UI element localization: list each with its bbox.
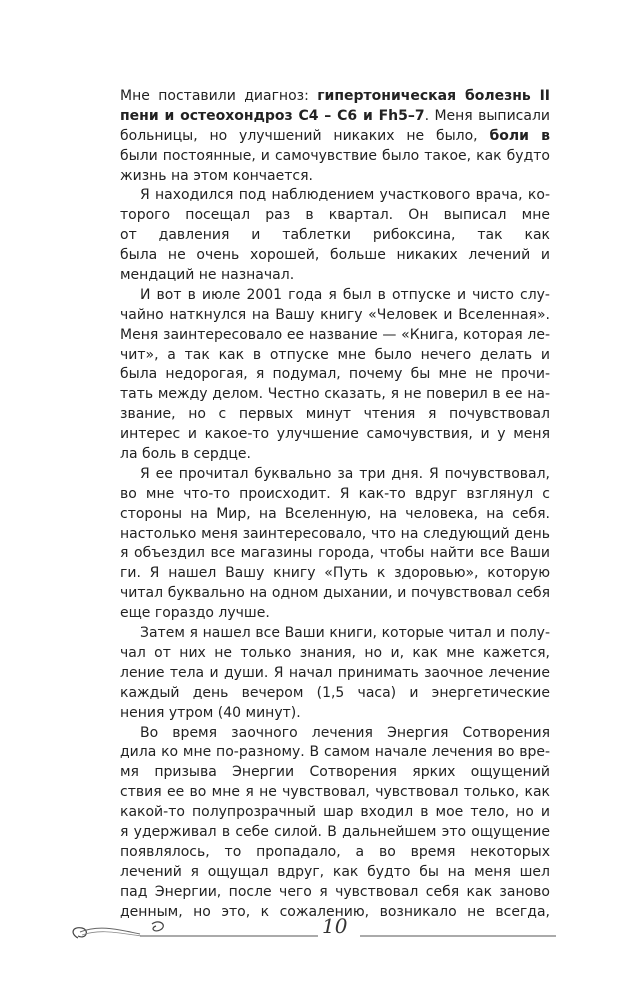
text-line <box>120 286 550 306</box>
text-line <box>120 186 550 206</box>
text-segment: какой-то полупрозрачный шар входил в мое тело, но и <box>120 804 550 821</box>
text-line <box>120 365 550 385</box>
text-line <box>120 505 550 525</box>
text-line <box>120 803 550 823</box>
text-line <box>120 823 550 843</box>
text-line <box>120 525 550 545</box>
text-line <box>120 246 550 266</box>
text-segment: еще гораздо лучше. <box>120 605 270 622</box>
text-line <box>120 624 550 644</box>
text-line <box>120 167 550 187</box>
text-line <box>120 564 550 584</box>
bold-text: гипертоническая болезнь II <box>317 88 550 104</box>
text-segment: была недорогая, я подумал, почему бы мне не прочи- <box>120 366 550 383</box>
text-segment: мя призыва Энергии Сотворения ярких ощущений <box>120 764 550 781</box>
text-segment: жизнь на этом кончается. <box>120 167 313 184</box>
text-line <box>120 405 550 425</box>
ornament-swirl-icon <box>60 912 560 952</box>
text-segment: нения утром (40 минут). <box>120 704 301 721</box>
text-segment: Во время заочного лечения Энергия Сотворения <box>140 724 550 741</box>
text-line <box>120 544 550 564</box>
text-segment: больницы, но улучшений никаких не было, <box>120 127 490 144</box>
text-segment: стороны на Мир, на Вселенную, на человека, на себя. <box>120 505 550 522</box>
text-line <box>120 604 550 624</box>
text-segment: тать между делом. Честно сказать, я не поверил в ее на- <box>120 386 550 403</box>
page-body-text <box>120 87 550 922</box>
text-line <box>120 425 550 445</box>
text-segment: от давления и таблетки рибоксина, так как <box>120 227 550 244</box>
text-segment: чит», а так как в отпуске мне было нечего делать и <box>120 346 550 363</box>
text-segment: ги. Я нашел Вашу книгу «Путь к здоровью», которую <box>120 565 550 582</box>
text-line <box>120 584 550 604</box>
text-line <box>120 346 550 366</box>
text-segment: И вот в июле 2001 года я был в отпуске и чисто слу- <box>140 286 550 303</box>
text-line <box>120 87 550 107</box>
text-segment: настолько меня заинтересовало, что на следующий день <box>120 525 550 542</box>
text-segment: дила ко мне по-разному. В самом начале лечения во вре- <box>120 744 550 761</box>
text-segment: появлялось, то пропадало, а во время некоторых <box>120 843 550 860</box>
text-segment: Мне поставили диагноз: <box>120 88 318 104</box>
text-segment: Затем я нашел все Ваши книги, которые читал и полу- <box>140 625 550 642</box>
text-line <box>120 644 550 664</box>
text-segment: звание, но с первых минут чтения я почувствовал <box>120 406 550 423</box>
text-segment: Я ее прочитал буквально за три дня. Я почувствовал, <box>140 465 550 482</box>
text-segment: читал буквально на одном дыхании, и почувствовал себя <box>120 585 550 602</box>
text-line <box>120 684 550 704</box>
text-line <box>120 266 550 286</box>
text-line <box>120 883 550 903</box>
text-line <box>120 385 550 405</box>
text-segment: чайно наткнулся на Вашу книгу «Человек и Вселенная». <box>120 306 550 323</box>
text-segment: Я находился под наблюдением участкового врача, ко- <box>140 187 550 204</box>
text-line <box>120 843 550 863</box>
text-line <box>120 147 550 167</box>
text-segment: мендаций не назначал. <box>120 267 295 284</box>
text-line <box>120 326 550 346</box>
text-line <box>120 107 550 127</box>
text-segment: я удерживал в себе силой. В дальнейшем это ощущение <box>120 823 550 840</box>
bold-text: пени и остеохондроз С4 – С6 и Fh5–7 <box>120 107 425 124</box>
text-line <box>120 704 550 724</box>
text-line <box>120 763 550 783</box>
text-line <box>120 465 550 485</box>
text-segment: денным, но это, к сожалению, возникало не всегда, <box>120 903 550 920</box>
text-segment: торого посещал раз в квартал. Он выписал мне <box>120 207 550 224</box>
text-segment: ствия ее во мне я не чувствовал, чувствовал только, как <box>120 784 550 801</box>
text-segment: ла боль в сердце. <box>120 446 251 463</box>
text-segment: пад Энергии, после чего я чувствовал себя как заново <box>120 883 550 900</box>
text-segment: лечений я ощущал вдруг, как будто бы на меня шел <box>120 863 550 880</box>
text-segment: была не очень хорошей, больше никаких лечений и <box>120 247 550 264</box>
text-segment: я объездил все магазины города, чтобы найти все Ваши <box>120 545 550 562</box>
text-line <box>120 783 550 803</box>
text-line <box>120 206 550 226</box>
text-segment: Меня заинтересовало ее название — «Книга, которая ле- <box>120 326 550 343</box>
text-line <box>120 664 550 684</box>
bold-text: боли в <box>489 127 550 144</box>
text-line <box>120 445 550 465</box>
text-line <box>120 724 550 744</box>
text-segment: чал от них не только знания, но и, как мне кажется, <box>120 644 550 661</box>
text-line <box>120 226 550 246</box>
page-number: 10 <box>322 914 348 938</box>
text-segment: интерес и какое-то улучшение самочувствия, и у меня <box>120 426 550 443</box>
page-footer <box>60 912 560 952</box>
text-line <box>120 863 550 883</box>
text-segment: во мне что-то происходит. Я как-то вдруг взглянул с <box>120 485 550 502</box>
text-line <box>120 306 550 326</box>
text-line <box>120 127 550 147</box>
text-segment: ление тела и души. Я начал принимать заочное лечение <box>120 664 550 681</box>
text-line <box>120 485 550 505</box>
text-segment: каждый день вечером (1,5 часа) и энергетические <box>120 684 550 701</box>
text-segment: . Меня выписали <box>424 107 550 124</box>
text-line <box>120 743 550 763</box>
text-segment: были постоянные, и самочувствие было такое, как будто <box>120 147 550 164</box>
